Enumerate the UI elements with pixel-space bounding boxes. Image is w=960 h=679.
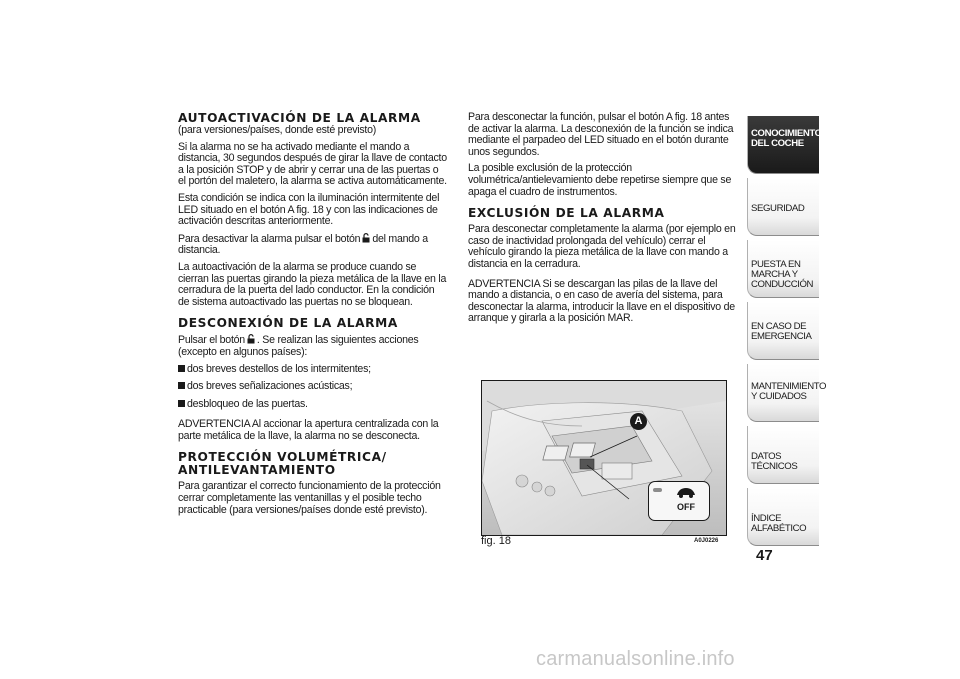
- bullet-square-icon: [178, 365, 185, 372]
- desactivar-text-b: del mando a distancia.: [178, 232, 428, 257]
- heading-autoactivacion: AUTOACTIVACIÓN DE LA ALARMA: [178, 111, 421, 125]
- list-item: dos breves señalizaciones acústicas;: [178, 381, 448, 393]
- off-button-detail: [648, 481, 710, 521]
- tab-datos-tecnicos[interactable]: DATOS TÉCNICOS: [747, 426, 819, 484]
- list-item: dos breves destellos de los intermitentes;: [178, 364, 448, 376]
- callout-a: A: [630, 413, 647, 430]
- paragraph-pulsar: [178, 334, 448, 358]
- tab-mantenimiento[interactable]: MANTENIMIENTO Y CUIDADOS: [747, 364, 819, 422]
- pulsar-text-a: Pulsar el botón: [178, 334, 245, 347]
- paragraph-advertencia-pilas: ADVERTENCIA Si se descargan las pilas de la llave del mando a distancia, o en caso de avería del sistema, para desconectar la alarma, introducir la llave en el dispositivo de arranque y girarla a la posición MAR.: [468, 277, 735, 325]
- bullet-square-icon: [178, 400, 185, 407]
- paragraph-autoactivacion-1: Si la alarma no se ha activado mediante el mando a distancia, 30 segundos después de girar la llave de contacto a la posición STOP y de abrir y cerrar una de las puertas o el portón del maletero, la alarma se activa automáticamente.: [178, 140, 447, 188]
- left-column: [178, 112, 448, 521]
- off-label: OFF: [677, 502, 695, 512]
- paragraph-exclusion: Para desconectar completamente la alarma (por ejemplo en caso de inactividad prolongada del vehículo) cerrar el vehículo girando la pieza metálica de la llave con mando a distancia en la cerradura.: [468, 223, 736, 270]
- subtitle-versiones: (para versiones/países, donde esté previsto): [178, 124, 377, 136]
- paragraph-advertencia-llave: ADVERTENCIA Al accionar la apertura centralizada con la parte metálica de la llave, la alarma no se desconecta.: [178, 418, 439, 442]
- desactivar-text-a: Para desactivar la alarma pulsar el botón: [178, 232, 361, 245]
- led-indicator: [653, 488, 662, 492]
- right-column: [468, 112, 738, 330]
- figure-caption: fig. 18: [481, 535, 511, 547]
- alarm-car-icon: [675, 485, 697, 499]
- page-number: 47: [756, 547, 773, 564]
- tab-indice-alfabetico[interactable]: ÍNDICE ALFABÉTICO: [747, 488, 819, 546]
- figure-code: A0J0226: [694, 538, 719, 544]
- paragraph-desconectar-funcion: Para desconectar la función, pulsar el botón A fig. 18 antes de activar la alarma. La desconexión de la función se indica mediante el parpadeo del LED situado en el botón durante unos segundos.: [468, 111, 734, 158]
- figure-roof-console: [481, 380, 727, 536]
- bullet-square-icon: [178, 382, 185, 389]
- pulsar-text-b: . Se realizan las siguientes acciones (excepto en algunos países):: [178, 334, 419, 358]
- paragraph-autoactivacion-2: Esta condición se indica con la iluminación intermitente del LED situado en el botón A fig. 18 y con las indicaciones de activación descritas anteriormente.: [178, 191, 440, 228]
- unlock-icon: [362, 233, 370, 243]
- heading-exclusion: EXCLUSIÓN DE LA ALARMA: [468, 206, 665, 221]
- paragraph-autoactivacion-3: La autoactivación de la alarma se produce cuando se cierran las puertas girando la pieza metálica de la llave en la cerradura de la puerta del lado conductor. En la condición de sistema autoactivado las puertas no se bloquean.: [178, 260, 447, 308]
- paragraph-proteccion: Para garantizar el correcto funcionamiento de la protección cerrar completamente las ventanillas y el posible techo practicable (para versiones/países donde esté previsto).: [178, 480, 441, 516]
- paragraph-posible-exclusion: La posible exclusión de la protección volumétrica/antielevamiento debe repetirse siempre que se apaga el cuadro de instrumentos.: [468, 162, 732, 198]
- paragraph-desactivar: [178, 233, 448, 257]
- heading-desconexion: DESCONEXIÓN DE LA ALARMA: [178, 316, 398, 331]
- tab-puesta-en-marcha[interactable]: PUESTA EN MARCHA Y CONDUCCIÓN: [747, 240, 819, 298]
- tab-conocimiento-del-coche[interactable]: CONOCIMIENTO DEL COCHE: [747, 116, 819, 174]
- tab-en-caso-de-emergencia[interactable]: EN CASO DE EMERGENCIA: [747, 302, 819, 360]
- heading-proteccion: PROTECCIÓN VOLUMÉTRICA/ ANTILEVANTAMIENTO: [178, 450, 387, 478]
- unlock-icon: [247, 334, 255, 344]
- tab-seguridad[interactable]: SEGURIDAD: [747, 178, 819, 236]
- list-item: desbloqueo de las puertas.: [178, 399, 448, 411]
- watermark: carmanualsonline.info: [536, 648, 735, 670]
